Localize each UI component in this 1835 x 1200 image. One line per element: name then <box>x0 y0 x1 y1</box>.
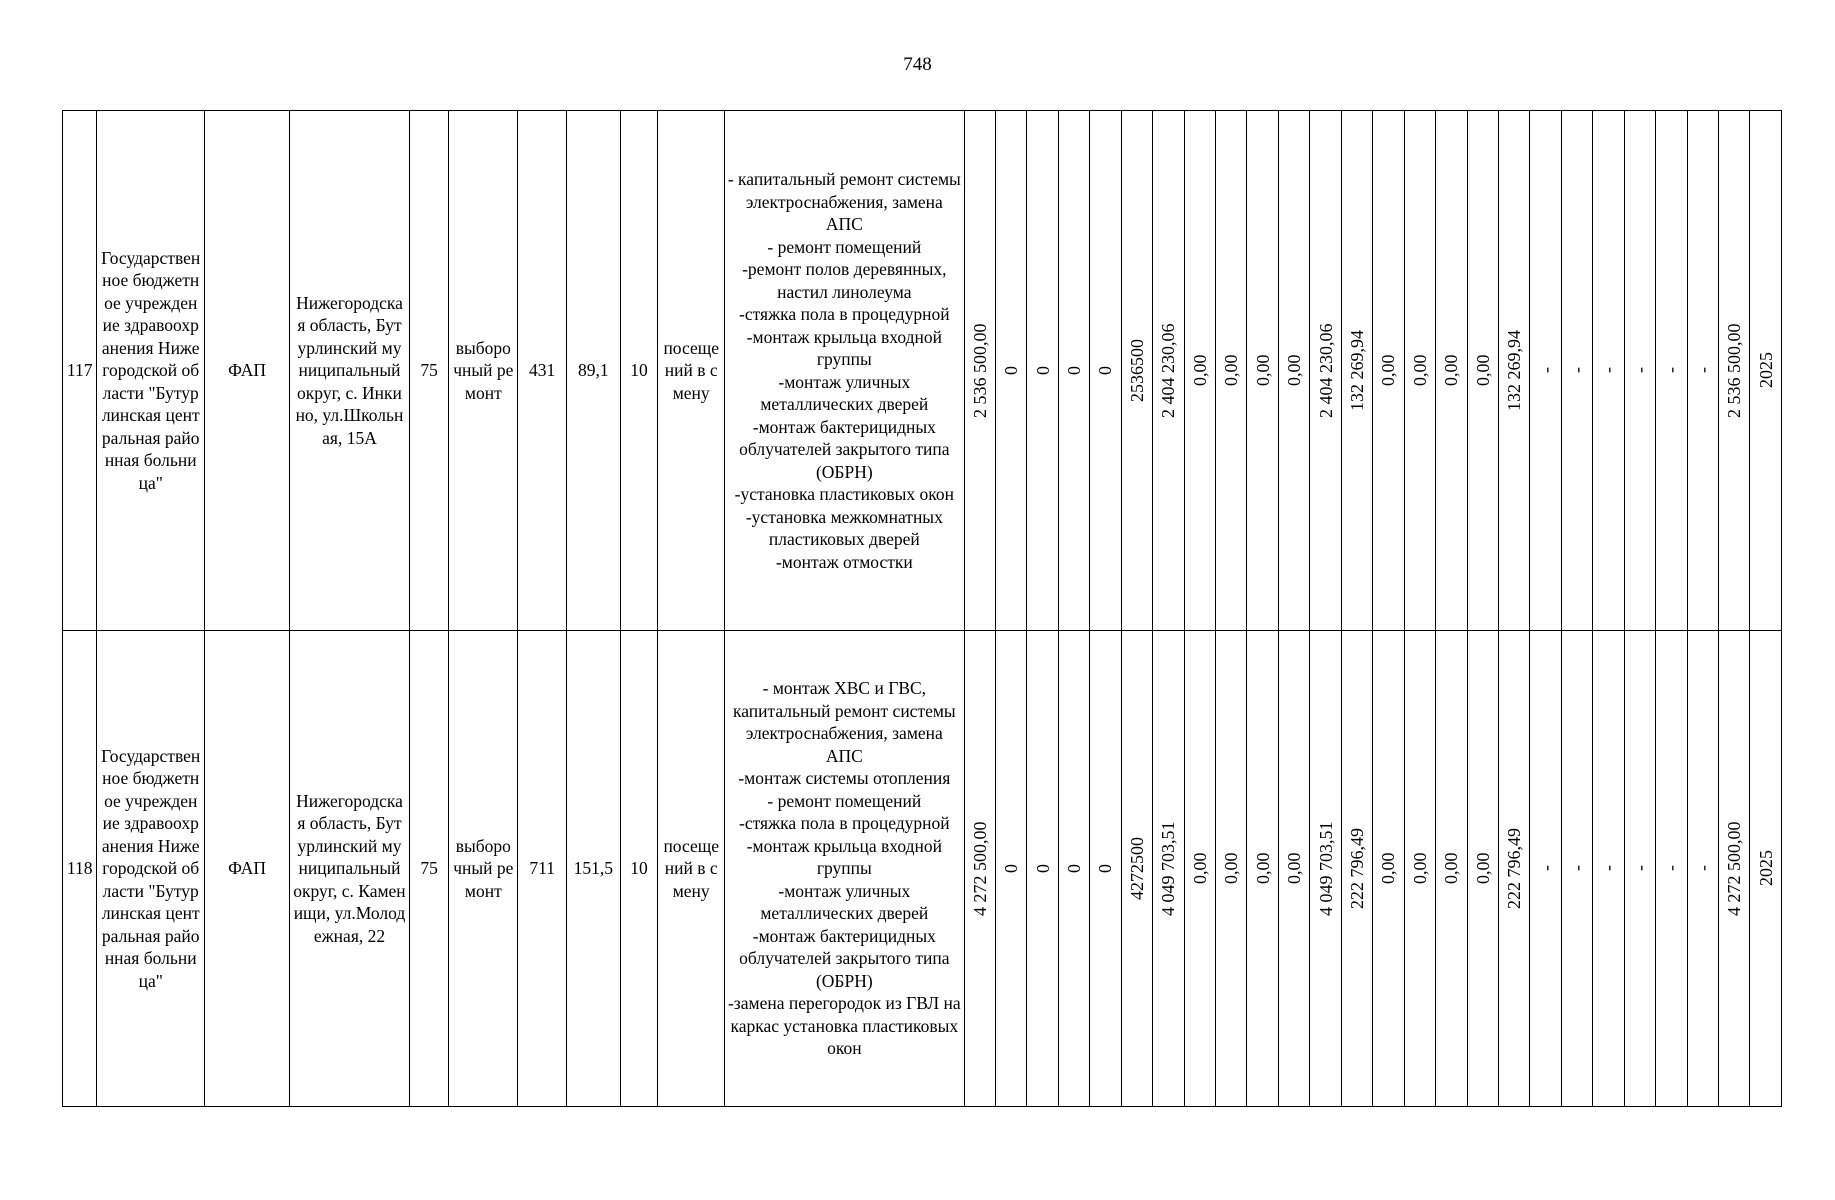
facility-address: Нижегородская область, Бутурлинский муниципальный округ, с. Каменищи, ул.Молодежная, 22 <box>293 790 406 946</box>
rotated-value: 0,00 <box>1252 354 1273 387</box>
rotated-value: - <box>1692 865 1713 872</box>
rotated-value-cell <box>1561 631 1592 1107</box>
rotated-value: 0,00 <box>1441 852 1462 885</box>
value-cell-cell <box>409 631 449 1107</box>
rotated-value: 0 <box>1000 864 1021 873</box>
table-row <box>63 111 1782 631</box>
repair-kind-cell <box>449 111 518 631</box>
institution-name: Государственное бюджетное учреждение здравоохранения Нижегородской области "Бутурлинская центральная районная больница" <box>101 247 201 493</box>
rotated-value-cell <box>1656 631 1687 1107</box>
rotated-value-cell <box>1593 111 1624 631</box>
rotated-value: - <box>1629 367 1650 374</box>
rotated-value-cell <box>1247 631 1278 1107</box>
rotated-value: 0,00 <box>1472 852 1493 885</box>
rotated-value: 2025 <box>1755 850 1776 887</box>
facility-address-cell <box>290 631 410 1107</box>
value-cell-cell <box>566 111 620 631</box>
capacity-unit-cell <box>658 111 725 631</box>
value-cell-cell <box>620 631 658 1107</box>
repair-kind: выборочный ремонт <box>453 835 514 901</box>
rotated-value: 0 <box>1095 366 1116 375</box>
rotated-value: 2 404 230,06 <box>1315 323 1336 418</box>
value-cell-cell <box>518 111 567 631</box>
rotated-value-cell <box>1656 111 1687 631</box>
rotated-value-cell <box>1153 111 1184 631</box>
rotated-value-cell <box>1687 631 1718 1107</box>
table-row <box>63 631 1782 1107</box>
value-cell: 75 <box>420 858 438 879</box>
rotated-value: 0,00 <box>1472 354 1493 387</box>
rotated-value-cell <box>1153 631 1184 1107</box>
rotated-value-cell <box>1436 631 1467 1107</box>
rotated-value-cell <box>1310 111 1341 631</box>
rotated-value: - <box>1629 865 1650 872</box>
rotated-value-cell <box>1027 111 1058 631</box>
value-cell: 431 <box>529 360 556 381</box>
row-number: 118 <box>66 858 93 879</box>
rotated-value-cell <box>1624 111 1655 631</box>
row-number-cell <box>63 111 97 631</box>
rotated-value: 4 272 500,00 <box>1723 821 1744 916</box>
rotated-value-cell <box>1310 631 1341 1107</box>
rotated-value-cell <box>1373 631 1404 1107</box>
rotated-value-cell <box>1373 111 1404 631</box>
works-list: - монтаж ХВС и ГВС, капитальный ремонт системы электроснабжения, замена АПС -монтаж системы отопления - ремонт помещений -стяжка пола в процедурной -монтаж крыльца входной группы -монтаж уличных металлических дверей -монтаж бактерицидных облучателей закрытого типа (ОБРН) -замена перегородок из ГВЛ на каркас установка пластиковых окон <box>727 678 961 1059</box>
facility-type-cell <box>204 631 289 1107</box>
rotated-value: 222 796,49 <box>1346 828 1367 909</box>
rotated-value: 0,00 <box>1252 852 1273 885</box>
facility-type-cell <box>204 111 289 631</box>
row-number: 117 <box>66 360 93 381</box>
rotated-value-cell <box>1719 111 1750 631</box>
rotated-value: - <box>1535 865 1556 872</box>
rotated-value-cell <box>1624 631 1655 1107</box>
rotated-value: 2 536 500,00 <box>969 323 990 418</box>
rotated-value: - <box>1661 367 1682 374</box>
capacity-unit: посещений в смену <box>663 337 719 403</box>
rotated-value: 0,00 <box>1378 354 1399 387</box>
value-cell-cell <box>518 631 567 1107</box>
value-cell: 711 <box>529 858 555 879</box>
rotated-value: 4 049 703,51 <box>1315 821 1336 916</box>
rotated-value: 0,00 <box>1378 852 1399 885</box>
rotated-value-cell <box>1090 631 1121 1107</box>
rotated-value: 132 269,94 <box>1503 330 1524 411</box>
facility-type: ФАП <box>228 858 267 879</box>
works-list-cell <box>725 631 964 1107</box>
rotated-value: 4 049 703,51 <box>1158 821 1179 916</box>
rotated-value-cell <box>1027 631 1058 1107</box>
capital-repair-table <box>62 110 1782 1107</box>
rotated-value: 2536500 <box>1126 339 1147 402</box>
rotated-value-cell <box>1498 111 1529 631</box>
page-number: 748 <box>903 54 932 75</box>
rotated-value-cell <box>1530 111 1561 631</box>
rotated-value-cell <box>1404 631 1435 1107</box>
rotated-value: - <box>1692 367 1713 374</box>
rotated-value: - <box>1535 367 1556 374</box>
rotated-value-cell <box>964 111 995 631</box>
rotated-value-cell <box>1184 631 1215 1107</box>
repair-kind-cell <box>449 631 518 1107</box>
repair-kind: выборочный ремонт <box>453 337 514 403</box>
rotated-value: 132 269,94 <box>1346 330 1367 411</box>
rotated-value: 4 272 500,00 <box>969 821 990 916</box>
rotated-value-cell <box>1341 111 1372 631</box>
rotated-value: 222 796,49 <box>1503 828 1524 909</box>
rotated-value-cell <box>1121 111 1152 631</box>
institution-name: Государственное бюджетное учреждение здравоохранения Нижегородской области "Бутурлинская центральная районная больница" <box>101 745 201 991</box>
value-cell-cell <box>620 111 658 631</box>
rotated-value-cell <box>1404 111 1435 631</box>
rotated-value-cell <box>1561 111 1592 631</box>
rotated-value-cell <box>1247 111 1278 631</box>
works-list: - капитальный ремонт системы электроснабжения, замена АПС - ремонт помещений -ремонт полов деревянных, настил линолеума -стяжка пола в процедурной -монтаж крыльца входной группы -монтаж уличных металлических дверей -монтаж бактерицидных облучателей закрытого типа (ОБРН) -установка пластиковых окон -установка межкомнатных пластиковых дверей -монтаж отмостки <box>727 169 961 572</box>
rotated-value: - <box>1598 367 1619 374</box>
capacity-unit-cell <box>658 631 725 1107</box>
rotated-value-cell <box>1278 111 1309 631</box>
rotated-value: 0,00 <box>1189 354 1210 387</box>
rotated-value-cell <box>995 111 1026 631</box>
rotated-value: 2 536 500,00 <box>1723 323 1744 418</box>
rotated-value-cell <box>1278 631 1309 1107</box>
rotated-value: 2 404 230,06 <box>1158 323 1179 418</box>
rotated-value: 0 <box>1063 366 1084 375</box>
rotated-value-cell <box>1750 631 1782 1107</box>
rotated-value-cell <box>1090 111 1121 631</box>
rotated-value: 0,00 <box>1409 354 1430 387</box>
rotated-value: 0,00 <box>1220 354 1241 387</box>
institution-name-cell <box>97 111 205 631</box>
rotated-value: 0 <box>1095 864 1116 873</box>
rotated-value-cell <box>995 631 1026 1107</box>
facility-type: ФАП <box>228 360 267 381</box>
value-cell: 89,1 <box>578 360 609 381</box>
rotated-value: 0,00 <box>1409 852 1430 885</box>
facility-address-cell <box>290 111 410 631</box>
rotated-value: 0,00 <box>1283 354 1304 387</box>
rotated-value: 2025 <box>1755 352 1776 389</box>
rotated-value-cell <box>964 631 995 1107</box>
rotated-value-cell <box>1058 631 1089 1107</box>
value-cell: 10 <box>630 858 648 879</box>
rotated-value-cell <box>1530 631 1561 1107</box>
rotated-value-cell <box>1719 631 1750 1107</box>
value-cell: 75 <box>420 360 438 381</box>
value-cell: 151,5 <box>573 858 614 879</box>
facility-address: Нижегородская область, Бутурлинский муниципальный округ, с. Инкино, ул.Школьная, 15А <box>295 292 404 448</box>
rotated-value: 0,00 <box>1220 852 1241 885</box>
rotated-value-cell <box>1498 631 1529 1107</box>
rotated-value-cell <box>1467 111 1498 631</box>
rotated-value: 0 <box>1063 864 1084 873</box>
works-list-cell <box>725 111 964 631</box>
value-cell: 10 <box>630 360 648 381</box>
rotated-value-cell <box>1184 111 1215 631</box>
rotated-value: - <box>1661 865 1682 872</box>
rotated-value: 0,00 <box>1189 852 1210 885</box>
rotated-value-cell <box>1436 111 1467 631</box>
rotated-value-cell <box>1058 111 1089 631</box>
rotated-value: 0 <box>1000 366 1021 375</box>
rotated-value-cell <box>1593 631 1624 1107</box>
rotated-value: 0 <box>1032 864 1053 873</box>
rotated-value: - <box>1566 367 1587 374</box>
rotated-value: 0,00 <box>1283 852 1304 885</box>
capacity-unit: посещений в смену <box>663 835 719 901</box>
value-cell-cell <box>409 111 449 631</box>
rotated-value: - <box>1566 865 1587 872</box>
rotated-value-cell <box>1121 631 1152 1107</box>
rotated-value: 0,00 <box>1441 354 1462 387</box>
row-number-cell <box>63 631 97 1107</box>
institution-name-cell <box>97 631 205 1107</box>
rotated-value-cell <box>1341 631 1372 1107</box>
rotated-value: 0 <box>1032 366 1053 375</box>
rotated-value-cell <box>1687 111 1718 631</box>
rotated-value-cell <box>1750 111 1782 631</box>
value-cell-cell <box>566 631 620 1107</box>
rotated-value-cell <box>1216 111 1247 631</box>
rotated-value: - <box>1598 865 1619 872</box>
rotated-value-cell <box>1467 631 1498 1107</box>
rotated-value: 4272500 <box>1126 837 1147 900</box>
rotated-value-cell <box>1216 631 1247 1107</box>
